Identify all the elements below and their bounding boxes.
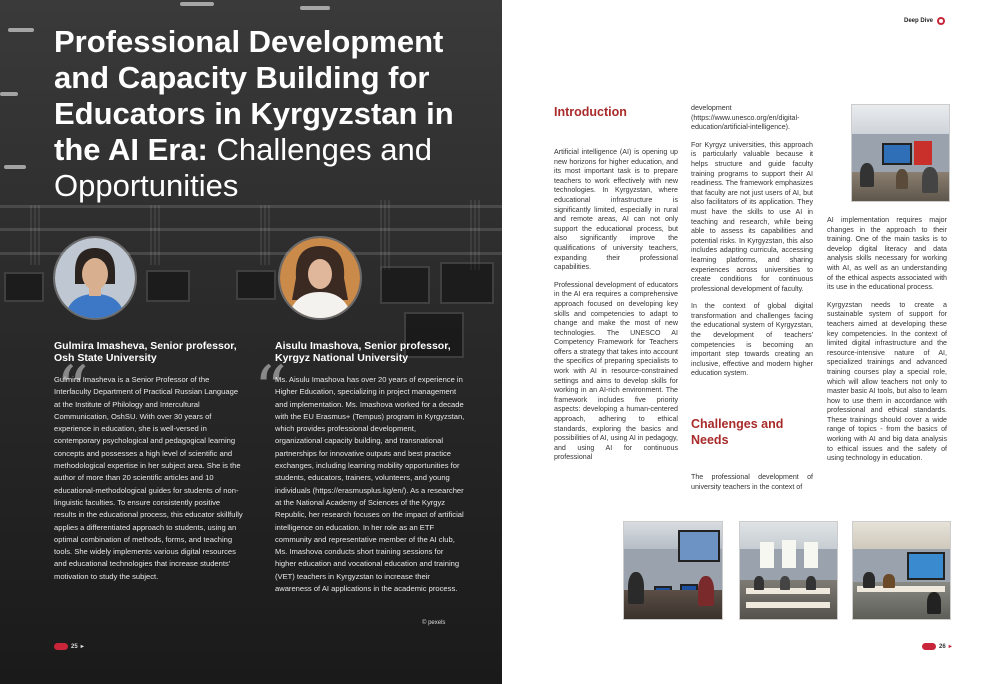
training-photo-bottom-2	[739, 521, 838, 620]
col2-paragraph-2: For Kyrgyz universities, this approach is particularly valuable because it helps structure and guide faculty training programs to support their AI readiness. The framework emphasizes that faculty are not just users of AI, but also facilitators of its application. They must have the skills to use AI in teaching and research, while being able to assess its capabilities and potential risks. In Kyrgyzstan, this also includes adapting curricula, accessing learning platforms, and sharing experiences across universities to create conditions for continuous professional development of faculty.	[691, 140, 813, 293]
section-label-text: Deep Dive	[903, 18, 933, 24]
column-3	[827, 216, 947, 472]
column-2-continued	[691, 473, 813, 500]
title-bold: Professional Development and Capacity Building for Educators in Kyrgyzstan in the AI Era:	[54, 24, 454, 167]
col2-paragraph-3: In the context of global digital transformation and challenges facing the educational system of Kyrgyzstan, the development of teachers' competencies is becoming an important step towards creating an inclusive, effective and modern higher education system.	[691, 302, 813, 378]
title-light: Challenges and Opportunities	[54, 132, 432, 203]
page-marker-icon	[54, 643, 68, 650]
challenges-heading-line1: Challenges and	[691, 417, 784, 431]
author-2-photo	[278, 236, 362, 320]
author-2-affiliation: Kyrgyz National University	[275, 352, 409, 364]
author-1-title: Gulmira Imasheva, Senior professor,	[54, 340, 237, 352]
right-page	[502, 0, 1003, 684]
col1-paragraph-2: Professional development of educators in the AI era requires a comprehensive approach focused on developing key skills and competencies to adapt to change and make the most of new technologies. The UNESCO AI Competency Framework for Teachers offers a strategy that takes into account the specifics of preparing specialists to work with AI in resource-constrained settings and aims to develop skills for working in an AI-rich environment. The framework includes five priority aspects: developing a human-centered approach, adhering to ethical standards, exploring the basics and possibilities of AI, using AI in pedagogy, and using AI for continuous professional	[554, 280, 678, 462]
page-marker-icon	[922, 643, 936, 650]
author-1-photo	[53, 236, 137, 320]
author-2-name	[275, 340, 465, 364]
challenges-heading-line2: Needs	[691, 433, 729, 447]
col3-paragraph-2: Kyrgyzstan needs to create a sustainable system of support for teachers aimed at developing these key competencies. In the context of limited digital infrastructure and the resource-intensive nature of AI, specialized trainings and advanced training courses play a special role, which will allow teachers not only to master basic AI tools, but also to learn how to use them in accordance with professional and ethical standards. These trainings should cover a wide range of topics - from the basics of working with AI and big data analysis to ethical issues and the safety of using technology in education.	[827, 300, 947, 463]
author-1-bio: Gulmira Imasheva is a Senior Professor of the Interfaculty Department of Practical Russian Language at the Institute of Philology and Intercultural Communication, OshSU. With over 30 years of experience in education, she is well-versed in contemporary psychological and pedagogical learning concepts and possesses a high level of scientific and methodological expertise in her subject area. She is the author of more than 20 scientific articles and 10 educational-methodological guides for students of non-linguistic faculties. To ensure consistently positive results in the educational process, this educator skillfully applies a differentiated approach to students, using an optimal combination of methods, forms, and teaching tools. She widely implements various digital resources and educational technologies that increase students' motivation to study the subject.	[54, 375, 243, 581]
author-2-bio: Ms. Aisulu Imashova has over 20 years of experience in Higher Education, specializing in project management and implementation. Ms. Imashova worked for a decade with the EU Erasmus+ (Tempus) program in Kyrgyzstan, which provides professional development, organizational capacity building, and transnational partnerships for innovative outputs and best practice exchanges, including learning mobility opportunities for students, educators, trainers, volunteers, and young individuals (https://erasmusplus.kg/en/). As a researcher at the National Academy of Sciences of the Kyrgyz Republic, her research focuses on the impact of artificial intelligence on education. In her role as an ETF community and representative member of the AI club, Ms. Imashova conducts short training sessions for higher education and vocational education and training (VET) teachers in Kyrgyzstan to increase their awareness of AI applications in the academic process.	[275, 375, 465, 594]
section-ring-icon	[937, 17, 945, 25]
left-page-number	[54, 643, 84, 650]
author-1-affiliation: Osh State University	[54, 352, 157, 364]
left-page-number-text: 25	[71, 643, 78, 650]
photo-credit: © pexels	[422, 620, 446, 626]
training-photo-top	[851, 104, 950, 202]
right-page-number-text: 26	[939, 643, 946, 650]
section-label	[904, 17, 945, 25]
intro-heading: Introduction	[554, 105, 627, 119]
col3-paragraph-1: AI implementation requires major changes in the approach to their training. One of the main tasks is to develop digital literacy and data analysis skills necessary for working with AI, as well as an understanding of the ethical aspects associated with its use in the educational process.	[827, 216, 947, 292]
col2-after-paragraph: The professional development of university teachers in the context of	[691, 473, 813, 491]
column-2	[691, 104, 813, 387]
col2-paragraph-1: development (https://www.unesco.org/en/digital-education/artificial-intelligence).	[691, 104, 800, 132]
quote-mark-2: “	[254, 353, 287, 427]
arrow-right-icon: ▸	[80, 644, 84, 650]
quote-mark-1: “	[56, 353, 89, 427]
col1-paragraph-1: Artificial intelligence (AI) is opening up new horizons for higher education, and its most important task is to prepare teachers to work effectively with new technologies. In Kyrgyzstan, where educational infrastructure is significantly limited, especially in rural and remote areas, AI can not only support the educational process, but also significantly improve the qualifications of university teachers, expanding their professional capabilities.	[554, 148, 678, 272]
author-2-title: Aisulu Imashova, Senior professor,	[275, 340, 451, 352]
arrow-right-icon: ▸	[948, 644, 952, 650]
training-photo-bottom-1	[623, 521, 723, 620]
article-title	[54, 24, 494, 204]
challenges-heading	[691, 416, 783, 448]
training-photo-bottom-3	[852, 521, 951, 620]
right-page-number	[922, 643, 952, 650]
column-1	[554, 148, 678, 471]
